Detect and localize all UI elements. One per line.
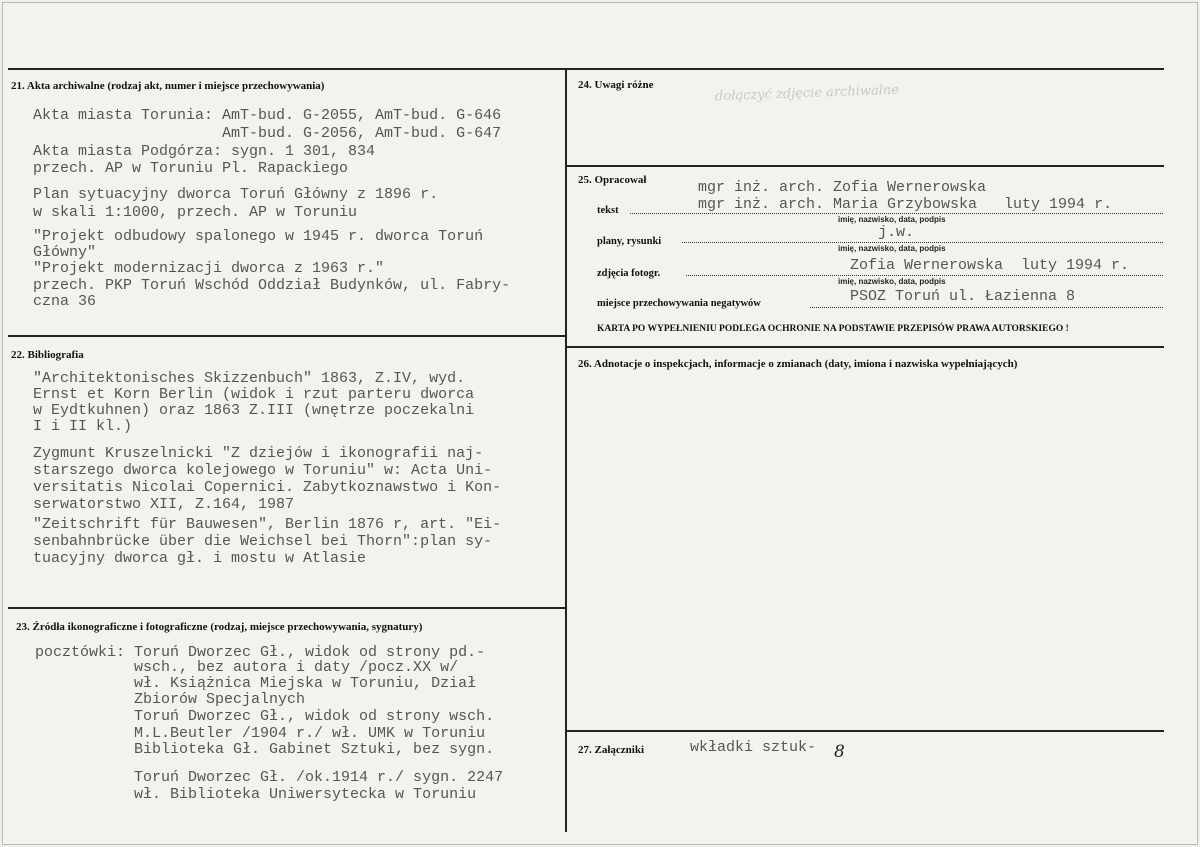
s22-line-9: senbahnbrücke über die Weichsel bei Thorn":plan sy- [33,533,493,550]
s25-caption-3: imię, nazwisko, data, podpis [838,277,946,286]
rule-24-25 [566,165,1164,167]
s23-line-1: wsch., bez autora i daty /pocz.XX w/ [35,659,459,676]
section-25-label: 25. Opracował [578,174,647,186]
rule-21-22 [8,335,566,337]
section-23-label: 23. Źródła ikonograficzne i fotograficzne (rodzaj, miejsce przechowywania, sygnatury) [16,621,423,633]
section-22-label: 22. Bibliografia [11,349,84,361]
s25-tekst-dots [630,213,1163,214]
s22-line-2: w Eydtkuhnen) oraz 1863 Z.III (wnętrze poczekalni [33,402,475,419]
s23-line-8: wł. Biblioteka Uniwersytecka w Toruniu [35,786,477,803]
s22-line-8: "Zeitschrift für Bauwesen", Berlin 1876 r, art. "Ei- [33,516,502,533]
s22-line-1: Ernst et Korn Berlin (widok i rzut parteru dworca [33,386,475,403]
section-27-label: 27. Załączniki [578,744,645,756]
s22-line-3: I i II kl.) [33,418,133,435]
s27-count-handwritten: 8 [834,742,845,762]
s25-plany-label: plany, rysunki [597,236,662,247]
s22-line-0: "Architektonisches Skizzenbuch" 1863, Z.IV, wyd. [33,370,466,387]
section-21-label: 21. Akta archiwalne (rodzaj akt, numer i miejsce przechowywania) [11,80,325,92]
s22-line-7: serwatorstwo XII, Z.164, 1987 [33,496,295,513]
s27-value: wkładki sztuk- [690,739,817,756]
section-24-handwritten-note: dołączyć zdjęcie archiwalne [714,82,900,105]
s21-line-9: przech. PKP Toruń Wschód Oddział Budynków, ul. Fabry- [33,277,511,294]
s21-line-5: w skali 1:1000, przech. AP w Toruniu [33,204,358,221]
s23-line-2: wł. Książnica Miejska w Toruniu, Dział [35,675,477,692]
s23-line-3: Zbiorów Specjalnych [35,691,306,708]
s23-line-0: pocztówki: Toruń Dworzec Gł., widok od strony pd.- [35,644,486,661]
s22-line-10: tuacyjny dworca gł. i mostu w Atlasie [33,550,367,567]
s25-plany-value: j.w. [878,224,915,241]
s21-line-4: Plan sytuacyjny dworca Toruń Główny z 1896 r. [33,186,439,203]
s23-line-4: Toruń Dworzec Gł., widok od strony wsch. [35,708,495,725]
top-rule [8,68,1164,70]
s25-zdjecia-label: zdjęcia fotogr. [597,268,661,279]
center-divider [565,68,567,832]
s22-line-4: Zygmunt Kruszelnicki "Z dziejów i ikonografii naj- [33,445,484,462]
s25-tekst-line2: mgr inż. arch. Maria Grzybowska luty 1994 r. [698,196,1113,213]
s25-zdjecia-dots [686,275,1163,276]
s21-line-8: "Projekt modernizacji dworca z 1963 r." [33,260,385,277]
s23-line-5: M.L.Beutler /1904 r./ wł. UMK w Toruniu [35,725,486,742]
rule-25-26 [566,346,1164,348]
s21-line-2: Akta miasta Podgórza: sygn. 1 301, 834 [33,143,376,160]
s25-caption-1: imię, nazwisko, data, podpis [838,215,946,224]
s21-line-0: Akta miasta Torunia: AmT-bud. G-2055, AmT-bud. G-646 [33,107,502,124]
s22-line-5: starszego dworca kolejowego w Toruniu" w: Acta Uni- [33,462,493,479]
s25-tekst-line1: mgr inż. arch. Zofia Wernerowska [698,179,987,196]
s25-plany-dots [682,242,1163,243]
s23-line-6: Biblioteka Gł. Gabinet Sztuki, bez sygn. [35,741,495,758]
s25-negatywy-value: PSOZ Toruń ul. Łazienna 8 [850,288,1076,305]
section-24-label: 24. Uwagi różne [578,79,654,91]
s25-caption-2: imię, nazwisko, data, podpis [838,244,946,253]
s21-line-6: "Projekt odbudowy spalonego w 1945 r. dworca Toruń [33,228,484,245]
s25-tekst-label: tekst [597,205,619,216]
section-26-label: 26. Adnotacje o inspekcjach, informacje o zmianach (daty, imiona i nazwiska wypełniających) [578,358,1018,370]
s21-line-10: czna 36 [33,293,97,310]
rule-26-27 [566,730,1164,732]
s21-line-7: Główny" [33,244,97,261]
s25-negatywy-dots [810,307,1163,308]
s21-line-3: przech. AP w Toruniu Pl. Rapackiego [33,160,349,177]
s23-line-7: Toruń Dworzec Gł. /ok.1914 r./ sygn. 2247 [35,769,504,786]
s21-line-1: AmT-bud. G-2056, AmT-bud. G-647 [33,125,502,142]
s25-zdjecia-value: Zofia Wernerowska luty 1994 r. [850,257,1130,274]
s25-copyright-warning: KARTA PO WYPEŁNIENIU PODLEGA OCHRONIE NA PODSTAWIE PRZEPISÓW PRAWA AUTORSKIEGO ! [597,324,1069,334]
s25-negatywy-label: miejsce przechowywania negatywów [597,298,761,309]
rule-22-23 [8,607,566,609]
s22-line-6: versitatis Nicolai Copernici. Zabytkoznawstwo i Kon- [33,479,502,496]
